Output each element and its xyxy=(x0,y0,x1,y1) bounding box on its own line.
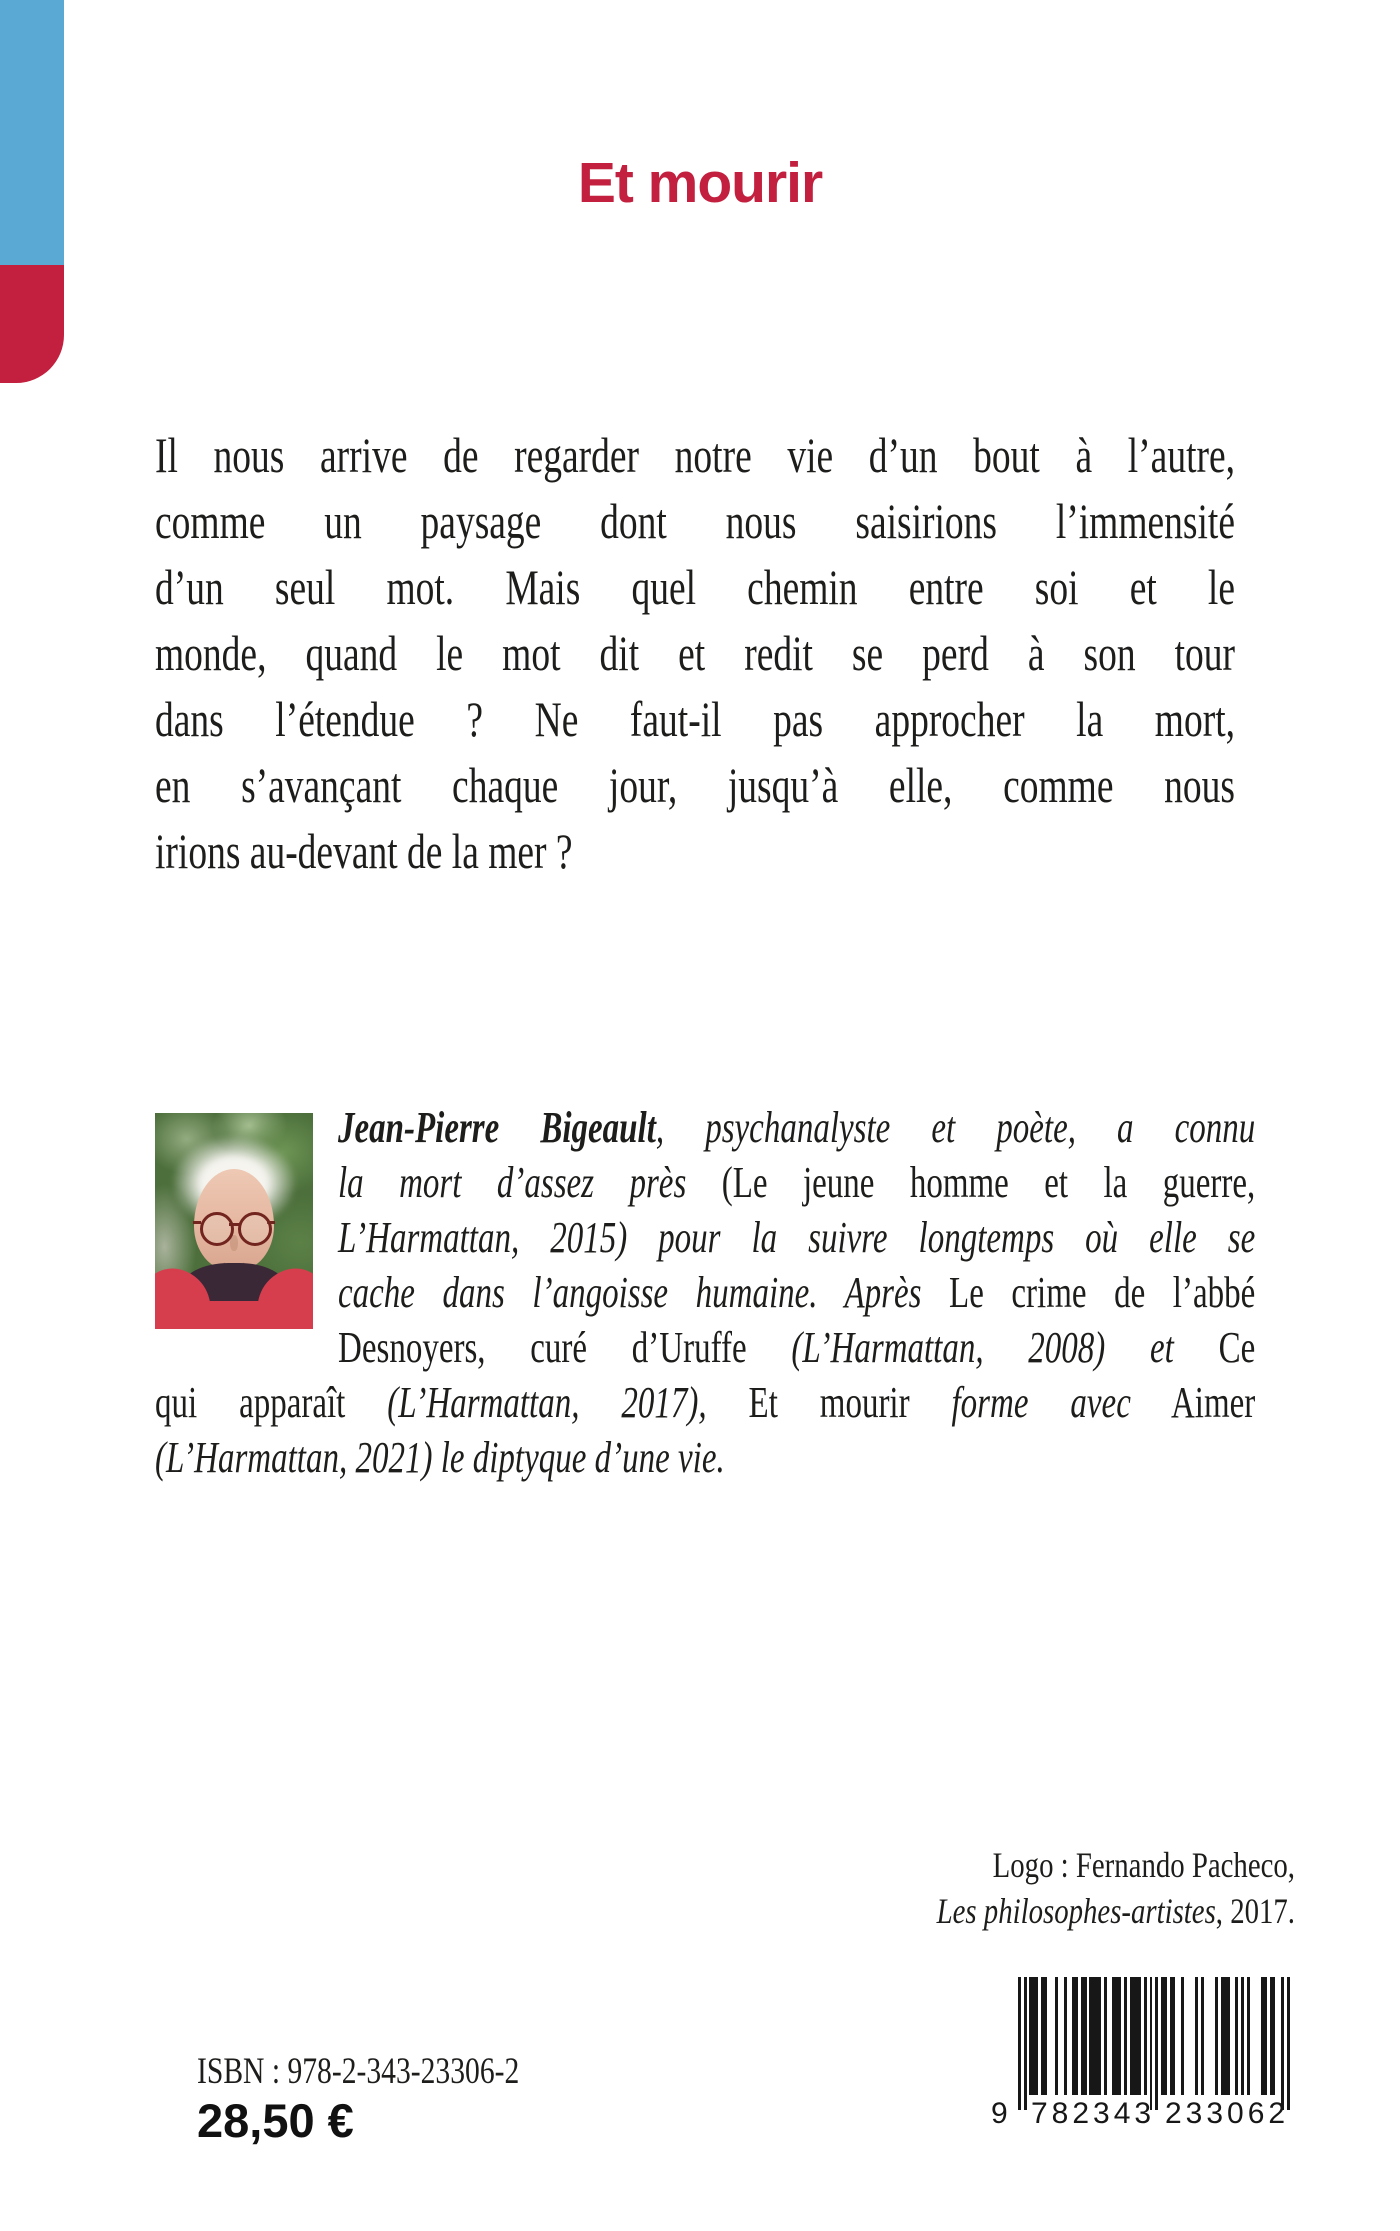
blurb-line: monde, quand le mot dit et redit se perd à son tour xyxy=(155,625,1235,681)
bio-segment: (Le jeune homme et la guerre, xyxy=(721,1158,1256,1207)
spine-bar-red xyxy=(0,265,64,383)
blurb-line: comme un paysage dont nous saisirions l’immensité xyxy=(155,493,1235,549)
bio-line xyxy=(155,1430,1255,1485)
author-bio-section xyxy=(155,1100,1255,1485)
bio-segment: (L’Harmattan, 2017), xyxy=(387,1378,707,1427)
blurb-line: irions au-devant de la mer ? xyxy=(155,823,573,879)
bio-line xyxy=(338,1210,1255,1265)
barcode-bars xyxy=(1018,1977,1290,2110)
barcode xyxy=(991,1977,1290,2142)
credit-line xyxy=(655,1842,1295,1888)
bio-segment: Jean-Pierre Bigeault xyxy=(338,1103,656,1152)
blurb-line: dans l’étendue ? Ne faut-il pas approcher la mort, xyxy=(155,691,1235,747)
book-title: Et mourir xyxy=(577,151,823,215)
credit-line xyxy=(655,1888,1295,1934)
bio-segment: la mort d’assez près xyxy=(338,1158,722,1207)
logo-credit xyxy=(655,1842,1295,1934)
bio-segment: , psychanalyste et poète, a connu xyxy=(655,1103,1256,1152)
bio-segment: qui apparaît xyxy=(155,1378,388,1427)
barcode-module xyxy=(1287,1977,1290,2110)
blurb-line: en s’avançant chaque jour, jusqu’à elle, comme nous xyxy=(155,757,1235,813)
barcode-digit-group-right: 233062 xyxy=(1165,2097,1290,2130)
credit-segment: , 2017. xyxy=(1215,1891,1295,1931)
bio-segment: L’Harmattan, 2015) pour la suivre longtemps où elle se xyxy=(338,1213,1256,1262)
credit-segment: Les philosophes-artistes xyxy=(936,1891,1216,1931)
bio-segment: Aimer xyxy=(1130,1378,1256,1427)
author-bio-text xyxy=(155,1100,1255,1485)
barcode-digit-group-left: 782343 xyxy=(1031,2097,1156,2130)
bio-segment: forme avec xyxy=(951,1378,1131,1427)
price-text: 28,50 € xyxy=(197,2094,354,2147)
bio-line xyxy=(155,1375,1255,1430)
author-photo xyxy=(155,1113,313,1329)
bio-line xyxy=(338,1265,1255,1320)
bio-segment: Le crime de l’abbé xyxy=(949,1268,1256,1317)
barcode-digit-first: 9 xyxy=(991,2097,1012,2130)
photo-glasses-right-lens xyxy=(238,1212,272,1246)
blurb-line: d’un seul mot. Mais quel chemin entre soi et le xyxy=(155,559,1235,615)
isbn-text: ISBN : 978-2-343-23306-2 xyxy=(197,2051,520,2092)
bio-segment: Et mourir xyxy=(706,1378,952,1427)
credit-segment: Logo : Fernando Pacheco, xyxy=(992,1845,1295,1885)
bio-segment: Desnoyers, curé d’Uruffe xyxy=(338,1323,792,1372)
bio-line xyxy=(338,1155,1255,1210)
spine-bar-blue xyxy=(0,0,64,265)
bio-line xyxy=(338,1100,1255,1155)
bio-line xyxy=(338,1320,1255,1375)
bio-segment: (L’Harmattan, 2008) et xyxy=(791,1323,1174,1372)
photo-glasses-bridge xyxy=(229,1223,239,1226)
bio-segment: (L’Harmattan, 2021) le diptyque d’une vie. xyxy=(155,1433,725,1482)
photo-glasses-left-lens xyxy=(200,1212,234,1246)
bio-segment: Ce xyxy=(1173,1323,1256,1372)
bio-segment: cache dans l’angoisse humaine. Après xyxy=(338,1268,950,1317)
back-cover-blurb xyxy=(155,422,1235,884)
blurb-line: Il nous arrive de regarder notre vie d’un bout à l’autre, xyxy=(155,427,1235,483)
photo-jacket-base xyxy=(155,1301,313,1329)
